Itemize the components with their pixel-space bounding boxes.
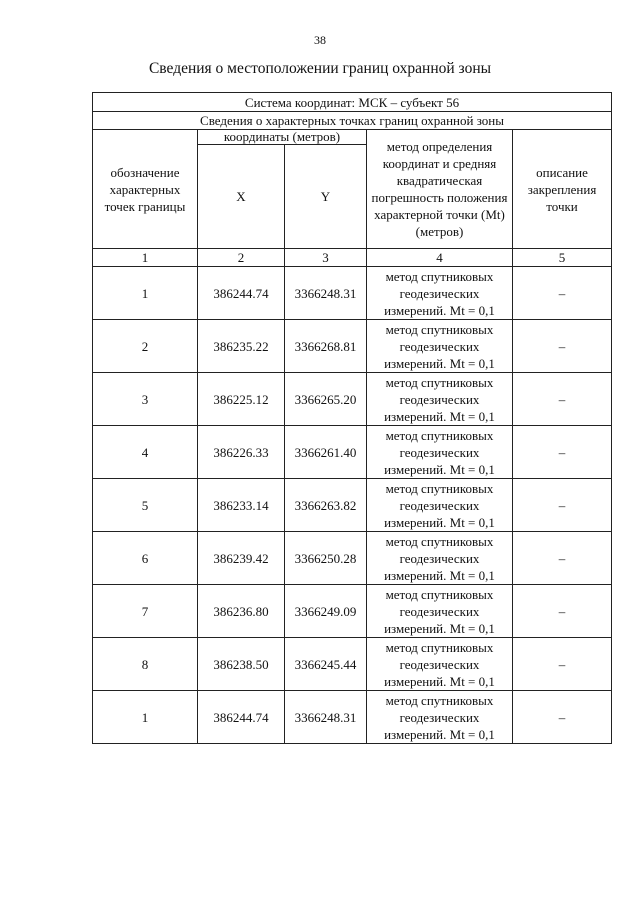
point-cell: 3 <box>93 373 198 426</box>
column-number: 2 <box>198 249 285 267</box>
column-number: 5 <box>513 249 612 267</box>
page-number: 38 <box>314 33 326 47</box>
fixing-cell: – <box>513 691 612 744</box>
fixing-cell: – <box>513 373 612 426</box>
header-row-top <box>93 130 612 145</box>
fixing-cell: – <box>513 532 612 585</box>
boundary-points-table <box>92 92 612 744</box>
section-title-cell: Сведения о характерных точках границ охранной зоны <box>93 112 612 130</box>
y-coordinate-cell: 3366245.44 <box>285 638 367 691</box>
x-coordinate-cell: 386239.42 <box>198 532 285 585</box>
y-coordinate-cell: 3366248.31 <box>285 691 367 744</box>
point-cell: 2 <box>93 320 198 373</box>
method-cell: метод спутниковых геодезических измерений. Mt = 0,1 <box>367 267 513 320</box>
method-cell: метод спутниковых геодезических измерений. Mt = 0,1 <box>367 320 513 373</box>
point-cell: 6 <box>93 532 198 585</box>
method-cell: метод спутниковых геодезических измерений. Mt = 0,1 <box>367 479 513 532</box>
method-cell: метод спутниковых геодезических измерений. Mt = 0,1 <box>367 532 513 585</box>
x-coordinate-cell: 386233.14 <box>198 479 285 532</box>
fixing-cell: – <box>513 585 612 638</box>
y-coordinate-cell: 3366250.28 <box>285 532 367 585</box>
fixing-cell: – <box>513 426 612 479</box>
header-point-designation: обозначение характерных точек границы <box>93 130 198 249</box>
y-coordinate-cell: 3366249.09 <box>285 585 367 638</box>
x-coordinate-cell: 386226.33 <box>198 426 285 479</box>
method-cell: метод спутниковых геодезических измерений. Mt = 0,1 <box>367 691 513 744</box>
section-title-row <box>93 112 612 130</box>
column-number: 4 <box>367 249 513 267</box>
fixing-cell: – <box>513 638 612 691</box>
header-method: метод определения координат и средняя квадратическая погрешность положения характерной точки (Mt) (метров) <box>367 130 513 249</box>
y-coordinate-cell: 3366268.81 <box>285 320 367 373</box>
table-row <box>93 532 612 585</box>
x-coordinate-cell: 386244.74 <box>198 691 285 744</box>
table-row <box>93 691 612 744</box>
point-cell: 7 <box>93 585 198 638</box>
y-coordinate-cell: 3366263.82 <box>285 479 367 532</box>
point-cell: 8 <box>93 638 198 691</box>
header-fixing-description: описание закрепления точки <box>513 130 612 249</box>
header-y: Y <box>285 145 367 249</box>
x-coordinate-cell: 386244.74 <box>198 267 285 320</box>
table-row <box>93 638 612 691</box>
fixing-cell: – <box>513 479 612 532</box>
table-row <box>93 320 612 373</box>
y-coordinate-cell: 3366261.40 <box>285 426 367 479</box>
point-cell: 1 <box>93 267 198 320</box>
x-coordinate-cell: 386238.50 <box>198 638 285 691</box>
header-x: X <box>198 145 285 249</box>
column-number: 3 <box>285 249 367 267</box>
table-row <box>93 267 612 320</box>
table-row <box>93 373 612 426</box>
method-cell: метод спутниковых геодезических измерений. Mt = 0,1 <box>367 373 513 426</box>
method-cell: метод спутниковых геодезических измерений. Mt = 0,1 <box>367 426 513 479</box>
x-coordinate-cell: 386225.12 <box>198 373 285 426</box>
method-cell: метод спутниковых геодезических измерений. Mt = 0,1 <box>367 638 513 691</box>
coordinate-system-row <box>93 93 612 112</box>
coordinate-system-cell: Система координат: МСК – субъект 56 <box>93 93 612 112</box>
y-coordinate-cell: 3366265.20 <box>285 373 367 426</box>
column-number-row <box>93 249 612 267</box>
point-cell: 4 <box>93 426 198 479</box>
point-cell: 5 <box>93 479 198 532</box>
method-cell: метод спутниковых геодезических измерений. Mt = 0,1 <box>367 585 513 638</box>
point-cell: 1 <box>93 691 198 744</box>
table-row <box>93 426 612 479</box>
fixing-cell: – <box>513 320 612 373</box>
y-coordinate-cell: 3366248.31 <box>285 267 367 320</box>
x-coordinate-cell: 386236.80 <box>198 585 285 638</box>
x-coordinate-cell: 386235.22 <box>198 320 285 373</box>
table-row <box>93 585 612 638</box>
column-number: 1 <box>93 249 198 267</box>
table-row <box>93 479 612 532</box>
document-title: Сведения о местоположении границ охранной зоны <box>148 60 492 77</box>
fixing-cell: – <box>513 267 612 320</box>
header-coordinates: координаты (метров) <box>198 130 367 145</box>
